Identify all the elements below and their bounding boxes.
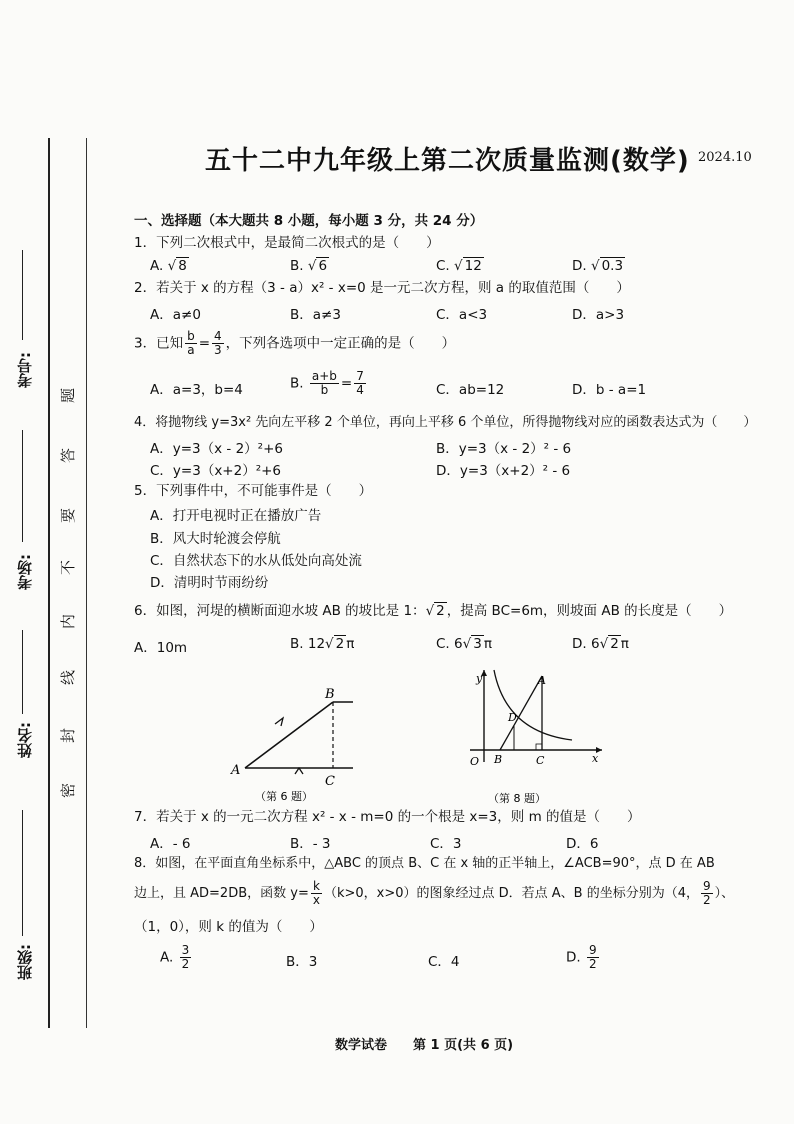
seal-char: 封 <box>59 727 78 744</box>
binding-line-outer <box>48 138 50 1028</box>
question-2-stem: 2．若关于 x 的方程（3 - a）x² - x=0 是一元二次方程，则 a 的取值范围（ ） <box>134 280 630 296</box>
q7-option-b[interactable]: B．- 3 <box>290 836 331 852</box>
exam-date: 2024.10 <box>698 150 752 165</box>
seal-char: 答 <box>59 447 78 464</box>
question-3-stem: 3．已知 $\frac{b}{a}$ = $\frac{4}{3}$ ，下列各选项中一定正确的是（ ） <box>134 329 456 357</box>
question-8-line-1: 8．如图，在平面直角坐标系中，△ABC 的顶点 B、C 在 x 轴的正半轴上，∠ACB=90°，点 D 在 AB <box>134 856 715 871</box>
q2-option-a[interactable]: A．a≠0 <box>150 307 201 323</box>
point-d-label: D <box>508 711 517 724</box>
seal-char: 要 <box>59 507 78 524</box>
q6-option-a[interactable]: A．10m <box>134 640 188 656</box>
q5-option-b[interactable]: B．风大时轮渡会停航 <box>150 531 281 547</box>
q5-option-d[interactable]: D．清明时节雨纷纷 <box>150 575 269 591</box>
q4-option-b[interactable]: B．y=3（x - 2）² - 6 <box>436 441 572 457</box>
seal-char: 密 <box>59 782 78 799</box>
question-1-stem: 1．下列二次根式中，是最简二次根式的是（ ） <box>134 235 440 251</box>
line-ab <box>500 676 542 750</box>
q8-option-d[interactable]: D. $\frac{9}{2}$ <box>566 943 597 971</box>
right-angle-mark <box>536 744 542 750</box>
hyperbola-curve <box>494 670 572 740</box>
origin-label: O <box>470 755 480 768</box>
exam-room-blank[interactable] <box>22 430 23 542</box>
point-c-label: C <box>536 754 545 767</box>
question-7-stem: 7．若关于 x 的一元二次方程 x² - x - m=0 的一个根是 x=3，则 m 的值是（ ） <box>134 809 641 825</box>
figure-6-diagram <box>225 680 365 810</box>
exam-number-blank[interactable] <box>22 250 23 340</box>
point-c-label: C <box>325 774 335 789</box>
page-title: 五十二中九年级上第二次质量监测(数学) <box>205 146 690 176</box>
question-5-stem: 5．下列事件中，不可能事件是（ ） <box>134 483 373 499</box>
q1-option-a[interactable]: A. √ 8 <box>150 258 187 274</box>
q5-option-c[interactable]: C．自然状态下的水从低处向高处流 <box>150 553 362 569</box>
q6-option-d[interactable]: D. 6√ 2 π <box>572 636 629 652</box>
q8-option-a[interactable]: A. $\frac{3}{2}$ <box>160 943 190 971</box>
q1-option-d[interactable]: D. √ 0.3 <box>572 258 624 274</box>
exam-room-label: 考场: <box>16 554 34 590</box>
point-b-label: B <box>494 753 503 766</box>
y-axis-label: y <box>476 672 483 685</box>
figure-8-diagram <box>462 662 612 810</box>
q1-option-c[interactable]: C. √ 12 <box>436 258 482 274</box>
q8-option-b[interactable]: B．3 <box>286 954 318 970</box>
q4-option-a[interactable]: A．y=3（x - 2）²+6 <box>150 441 283 457</box>
q4-option-c[interactable]: C．y=3（x+2）²+6 <box>150 463 282 479</box>
q7-option-d[interactable]: D．6 <box>566 836 599 852</box>
seal-char: 内 <box>59 613 78 630</box>
x-axis-label: x <box>592 752 599 765</box>
class-label: 班级: <box>16 944 34 980</box>
q3-option-c[interactable]: C．ab=12 <box>436 382 505 398</box>
q4-option-d[interactable]: D．y=3（x+2）² - 6 <box>436 463 571 479</box>
point-a-label: A <box>538 674 546 687</box>
question-6-stem: 6．如图，河堤的横断面迎水坡 AB 的坡比是 1：√ 2 ，提高 BC=6m，则坡面 AB 的长度是（ ） <box>134 603 733 619</box>
q5-option-a[interactable]: A．打开电视时正在播放广告 <box>150 508 322 524</box>
slope-line <box>245 702 333 768</box>
q1-option-b[interactable]: B. √ 6 <box>290 258 328 274</box>
name-blank[interactable] <box>22 630 23 714</box>
figure-8-caption: （第 8 题） <box>488 792 546 805</box>
point-b-label: B <box>325 687 335 702</box>
question-4-stem: 4．将抛物线 y=3x² 先向左平移 2 个单位，再向上平移 6 个单位，所得抛物线对应的函数表达式为（ ） <box>134 415 757 430</box>
page-footer: 数学试卷 第 1 页(共 6 页) <box>335 1038 514 1053</box>
q6-option-c[interactable]: C. 6√ 3 π <box>436 636 492 652</box>
q2-option-c[interactable]: C．a<3 <box>436 307 488 323</box>
q2-option-d[interactable]: D．a>3 <box>572 307 625 323</box>
seal-char: 不 <box>59 559 78 576</box>
q7-option-c[interactable]: C．3 <box>430 836 462 852</box>
seal-char: 题 <box>59 387 78 404</box>
q3-option-a[interactable]: A．a=3，b=4 <box>150 382 243 398</box>
question-8-line-3: （1，0），则 k 的值为（ ） <box>134 919 323 935</box>
q3-option-b[interactable]: B. $\frac{a+b}{b}$ = $\frac{7}{4}$ <box>290 369 364 397</box>
point-a-label: A <box>231 763 241 778</box>
hatch-marks <box>275 718 303 774</box>
q3-option-d[interactable]: D．b - a=1 <box>572 382 647 398</box>
name-label: 姓名: <box>16 722 34 758</box>
q6-option-b[interactable]: B. 12√ 2 π <box>290 636 355 652</box>
class-blank[interactable] <box>22 810 23 936</box>
seal-char: 线 <box>59 669 78 686</box>
section-heading: 一、选择题（本大题共 8 小题，每小题 3 分，共 24 分） <box>134 213 484 229</box>
question-8-line-2: 边上，且 AD=2DB，函数 y= $\frac{k}{x}$ （k>0，x>0）的图象经过点 D．若点 A、B 的坐标分别为（4， $\frac{9}{2}$ ）、 <box>134 879 735 907</box>
figure-6-caption: （第 6 题） <box>255 790 313 803</box>
q2-option-b[interactable]: B．a≠3 <box>290 307 341 323</box>
q7-option-a[interactable]: A．- 6 <box>150 836 191 852</box>
binding-line-inner <box>86 138 87 1028</box>
exam-number-label: 考号: <box>16 352 34 388</box>
q8-option-c[interactable]: C．4 <box>428 954 460 970</box>
